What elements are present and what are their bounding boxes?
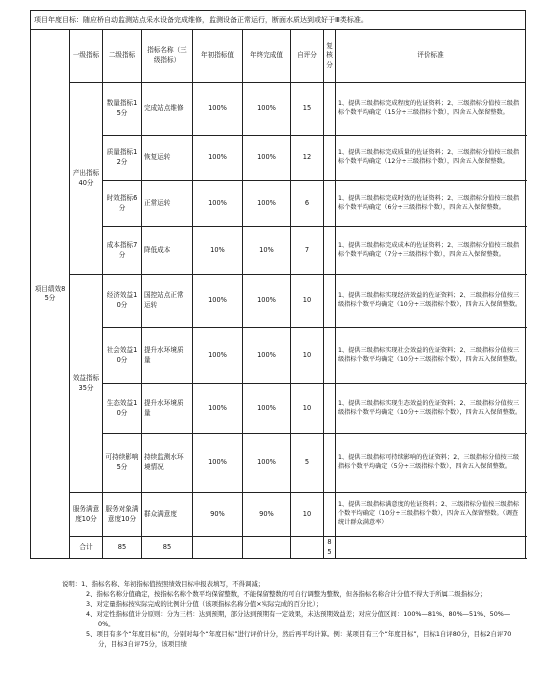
level2-cell: 生态效益10分 — [103, 384, 142, 434]
self-score: 10 — [291, 384, 324, 434]
level1-output: 产出指标40分 — [70, 83, 103, 275]
overall-performance-cell: 项目绩效85分 — [31, 30, 70, 559]
self-score: 7 — [291, 227, 324, 275]
final-value: 10% — [243, 227, 291, 275]
review-score — [324, 181, 336, 227]
initial-value: 100% — [193, 328, 243, 384]
initial-value: 100% — [193, 434, 243, 493]
criteria-text: 1、提供三级指标完成时效的佐证资料；2、三级指标分值按三级指标个数平均确定（6分÷三级指标个数），四舍五入保留整数。 — [336, 181, 526, 227]
criteria-text: 1、提供三级指标完成质量的佐证资料；2、三级指标分值按三级指标个数平均确定（12分÷三级指标个数），四舍五入保留整数。 — [336, 136, 526, 181]
empty-cell — [193, 537, 243, 559]
final-value: 100% — [243, 136, 291, 181]
level3-cell: 降低成本 — [142, 227, 193, 275]
table-row — [31, 493, 526, 537]
final-value: 100% — [243, 384, 291, 434]
criteria-text: 1、提供三级指标可持续影响的佐证资料；2、三级指标分值按三级指标个数平均确定（5分÷三级指标个数），四舍五入保留整数。 — [336, 434, 526, 493]
criteria-text: 1、提供三级指标实现社会效益的佐证资料；2、三级指标分值按三级指标个数平均确定（10分÷三级指标个数），四舍五入保留整数。 — [336, 328, 526, 384]
total-label: 合计 — [70, 537, 103, 559]
total-self-score: 85 — [324, 537, 336, 559]
level2-cell: 时效指标6分 — [103, 181, 142, 227]
self-score: 10 — [291, 328, 324, 384]
review-score — [324, 434, 336, 493]
level2-cell: 可持续影响5分 — [103, 434, 142, 493]
final-value: 100% — [243, 328, 291, 384]
level2-cell: 成本指标7分 — [103, 227, 142, 275]
empty-cell — [243, 537, 291, 559]
total-row — [31, 537, 526, 559]
review-score — [324, 493, 336, 537]
self-score: 5 — [291, 434, 324, 493]
self-score: 12 — [291, 136, 324, 181]
header-review: 复核分 — [324, 30, 336, 83]
level1-satisfaction: 服务满意度10分 — [70, 493, 103, 537]
header-level3: 指标名称（三级指标） — [142, 30, 193, 83]
self-score: 10 — [291, 275, 324, 328]
review-score — [324, 275, 336, 328]
self-score: 10 — [291, 493, 324, 537]
level3-cell: 恢复运转 — [142, 136, 193, 181]
review-score — [324, 227, 336, 275]
performance-evaluation-sheet — [30, 10, 525, 559]
header-initial: 年初指标值 — [193, 30, 243, 83]
level3-cell: 提升水环境质量 — [142, 328, 193, 384]
level3-cell: 群众满意度 — [142, 493, 193, 537]
header-criteria: 评价标准 — [336, 30, 526, 83]
final-value: 100% — [243, 83, 291, 136]
level3-cell: 提升水环境质量 — [142, 384, 193, 434]
initial-value: 100% — [193, 83, 243, 136]
review-score — [324, 136, 336, 181]
level2-cell: 质量指标12分 — [103, 136, 142, 181]
criteria-text: 1、提供三级指标实现生态效益的佐证资料；2、三级指标分值按三级指标个数平均确定（10分÷三级指标个数），四舍五入保留整数。 — [336, 384, 526, 434]
final-value: 100% — [243, 275, 291, 328]
evaluation-table — [30, 10, 526, 559]
table-row — [31, 181, 526, 227]
table-row — [31, 384, 526, 434]
empty-cell — [291, 537, 324, 559]
initial-value: 100% — [193, 275, 243, 328]
level3-cell: 正常运转 — [142, 181, 193, 227]
note-item: 5、项目有多个“年度目标”的，分别对每个“年度目标”进行评价计分，然后再平均计算。例：某项目有三个“年度目标”，目标1自评80分，目标2自评70分，目标3自评75分，该项目绩 — [86, 629, 512, 648]
note-item: 说明：1、指标名称、年初指标值按照绩效目标申报表填写，不得调减； — [62, 580, 265, 588]
level3-cell: 持续监测水环境情况 — [142, 434, 193, 493]
header-self: 自评分 — [291, 30, 324, 83]
level2-cell: 服务对象满意度10分 — [103, 493, 142, 537]
note-item: 2、指标名称分值确定，按指标名称个数平均保留整数，不能保留整数的可自行调整为整数，但各指标名称合计分值不得大于所属二级指标分； — [86, 589, 487, 598]
final-value: 90% — [243, 493, 291, 537]
note-item: 4、对定性指标值计分原则：分为三档：达到预期，部分达到预期有一定效果，未达预期效益差；对应分值区间：100%—81%、80%—51%、50%—0%。 — [86, 609, 511, 628]
review-score — [324, 384, 336, 434]
initial-value: 90% — [193, 493, 243, 537]
level2-cell: 数量指标15分 — [103, 83, 142, 136]
total-value-b: 85 — [142, 537, 193, 559]
table-row — [31, 136, 526, 181]
initial-value: 100% — [193, 136, 243, 181]
header-row — [31, 30, 526, 83]
note-item: 3、对定量指标按实际完成的比例计分值（该项指标名称分值×实际完成的百分比）； — [86, 599, 323, 608]
review-score — [324, 83, 336, 136]
level2-cell: 社会效益10分 — [103, 328, 142, 384]
level2-cell: 经济效益10分 — [103, 275, 142, 328]
level1-benefit: 效益指标35分 — [70, 275, 103, 493]
self-score: 15 — [291, 83, 324, 136]
annual-goal: 项目年度目标：随应桥自动监测站点采水设备完成维修，监测设备正常运行，断面水质达到或好于Ⅲ类标准。 — [31, 11, 526, 30]
table-row — [31, 275, 526, 328]
criteria-text: 1、提供三级指标实现经济效益的佐证资料；2、三级指标分值按三级指标个数平均确定（10分÷三级指标个数），四舍五入保留整数。 — [336, 275, 526, 328]
table-row — [31, 434, 526, 493]
final-value: 100% — [243, 434, 291, 493]
criteria-text: 1、提供三级指标完成成本的佐证资料；2、三级指标分值按三级指标个数平均确定（7分÷三级指标个数），四舍五入保留整数。 — [336, 227, 526, 275]
level3-cell: 国控站点正常运转 — [142, 275, 193, 328]
header-final: 年终完成值 — [243, 30, 291, 83]
total-value-a: 85 — [103, 537, 142, 559]
table-row — [31, 83, 526, 136]
level3-cell: 完成站点维修 — [142, 83, 193, 136]
header-level2: 二级指标 — [103, 30, 142, 83]
criteria-text: 1、提供三级指标完成程度的佐证资料；2、三级指标分值按三级指标个数平均确定（15分÷三级指标个数），四舍五入保留整数。 — [336, 83, 526, 136]
initial-value: 100% — [193, 384, 243, 434]
table-row — [31, 328, 526, 384]
final-value: 100% — [243, 181, 291, 227]
table-row — [31, 227, 526, 275]
header-level1: 一级指标 — [70, 30, 103, 83]
initial-value: 100% — [193, 181, 243, 227]
review-score — [324, 328, 336, 384]
initial-value: 10% — [193, 227, 243, 275]
criteria-text: 1、提供三级指标满意度的佐证资料；2、三级指标分值按三级指标个数平均确定（10分÷三级指标个数），四舍五入保留整数。（调查统计群众满意率） — [336, 493, 526, 537]
explanation-notes — [62, 580, 522, 649]
self-score: 6 — [291, 181, 324, 227]
empty-cell — [336, 537, 526, 559]
